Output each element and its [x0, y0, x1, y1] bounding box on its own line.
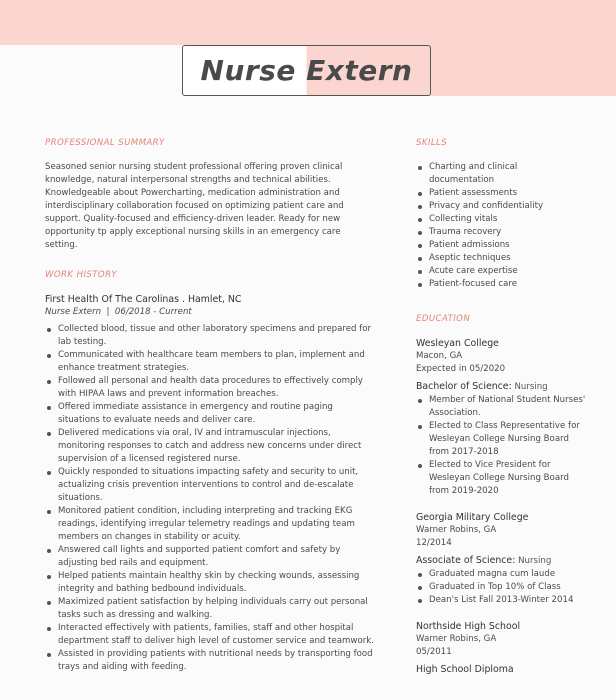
education-list: [416, 337, 588, 677]
work-history-heading: WORK HISTORY: [45, 270, 118, 280]
work-bullets: [45, 323, 375, 674]
skills-heading: SKILLS: [416, 138, 448, 148]
summary-heading: PROFESSIONAL SUMMARY: [45, 138, 165, 148]
degree-field: Nursing: [515, 556, 552, 566]
candidate-name: Nurse Extern: [200, 54, 413, 87]
main-column: [45, 137, 375, 691]
education-bullet: Elected to Vice President for Wesleyan College Nursing Board from 2019-2020: [416, 459, 588, 498]
skill-item: Privacy and confidentiality: [416, 200, 566, 213]
summary-section: [45, 137, 375, 252]
summary-text: Seasoned senior nursing student professional offering proven clinical knowledge, natural interpersonal strengths and technical abilities. Knowledgeable about Powercharting, medication administration and interdisciplinary collaboration focused on optimizing patient care and support. Quality-focused and efficiency-driven leader. Ready for new opportunity tp apply exceptional nursing skills in an emergency care setting.: [45, 162, 344, 250]
work-history-section: [45, 269, 375, 674]
degree-name: Associate of Science:: [416, 555, 516, 566]
degree-name: Bachelor of Science:: [416, 381, 512, 392]
skills-section: [416, 137, 596, 291]
skill-item: Collecting vitals: [416, 213, 566, 226]
skill-item: Patient-focused care: [416, 278, 566, 291]
education-bullet: Graduated in Top 10% of Class: [416, 581, 588, 594]
skill-item: Acute care expertise: [416, 265, 566, 278]
skill-item: Charting and clinical documentation: [416, 161, 566, 187]
work-bullet: Interacted effectively with patients, families, staff and other hospital department staff to deliver high level of customer service and teamwork.: [45, 622, 375, 648]
education-bullet: Elected to Class Representative for Wesleyan College Nursing Board from 2017-2018: [416, 420, 588, 459]
education-entry: [416, 337, 588, 498]
degree-name: High School Diploma: [416, 664, 514, 675]
work-bullet: Maximized patient satisfaction by helping individuals carry out personal tasks such as dressing and walking.: [45, 596, 375, 622]
job-title-dates: Nurse Extern | 06/2018 - Current: [45, 307, 192, 317]
degree: [416, 380, 588, 394]
work-bullet: Answered call lights and supported patient comfort and safety by adjusting bed rails and equipment.: [45, 544, 375, 570]
education-entry: [416, 620, 588, 677]
work-bullet: Collected blood, tissue and other laboratory specimens and prepared for lab testing.: [45, 323, 375, 349]
skill-item: Aseptic techniques: [416, 252, 566, 265]
school-name: Georgia Military College: [416, 512, 529, 523]
skill-item: Trauma recovery: [416, 226, 566, 239]
education-bullet: Graduated magna cum laude: [416, 568, 588, 581]
employer: First Health Of The Carolinas . Hamlet, NC: [45, 294, 242, 305]
education-bullets: [416, 394, 588, 498]
graduation-date: Expected in 05/2020: [416, 364, 506, 374]
work-bullet: Communicated with healthcare team members to plan, implement and enhance treatment strategies.: [45, 349, 375, 375]
education-section: [416, 313, 596, 677]
degree: [416, 663, 588, 677]
school-location: Macon, GA: [416, 351, 463, 361]
work-bullet: Followed all personal and health data procedures to effectively comply with HIPAA laws and prevent information breaches.: [45, 375, 375, 401]
work-bullet: Quickly responded to situations impacting safety and security to unit, actualizing crisis prevention interventions to control and de-escalate situations.: [45, 466, 375, 505]
name-box: [182, 45, 431, 96]
school-name: Wesleyan College: [416, 338, 499, 349]
side-column: [416, 137, 596, 694]
skill-item: Patient assessments: [416, 187, 566, 200]
work-bullet: Delivered medications via oral, IV and intramuscular injections, monitoring responses to catch and address new concerns under direct supervision of a licensed registered nurse.: [45, 427, 375, 466]
education-bullets: [416, 568, 588, 607]
skill-item: Patient admissions: [416, 239, 566, 252]
work-bullet: Helped patients maintain healthy skin by checking wounds, assessing integrity and bathing bedbound individuals.: [45, 570, 375, 596]
degree-field: Nursing: [511, 382, 548, 392]
education-heading: EDUCATION: [416, 314, 471, 324]
degree: [416, 554, 588, 568]
work-bullet: Offered immediate assistance in emergency and routine paging situations to evaluate needs and deliver care.: [45, 401, 375, 427]
graduation-date: 05/2011: [416, 647, 452, 657]
skills-list: [416, 161, 566, 291]
header-band: [0, 0, 616, 45]
graduation-date: 12/2014: [416, 538, 452, 548]
education-entry: [416, 511, 588, 607]
school-location: Warner Robins, GA: [416, 634, 497, 644]
work-bullet: Monitored patient condition, including interpreting and tracking EKG readings, identifying irregular telemetry readings and updating team members on changes in stability or acuity.: [45, 505, 375, 544]
work-bullet: Assisted in providing patients with nutritional needs by transporting food trays and aiding with feeding.: [45, 648, 375, 674]
education-bullet: Dean's List Fall 2013-Winter 2014: [416, 594, 588, 607]
education-bullet: Member of National Student Nurses' Association.: [416, 394, 588, 420]
school-location: Warner Robins, GA: [416, 525, 497, 535]
school-name: Northside High School: [416, 621, 521, 632]
